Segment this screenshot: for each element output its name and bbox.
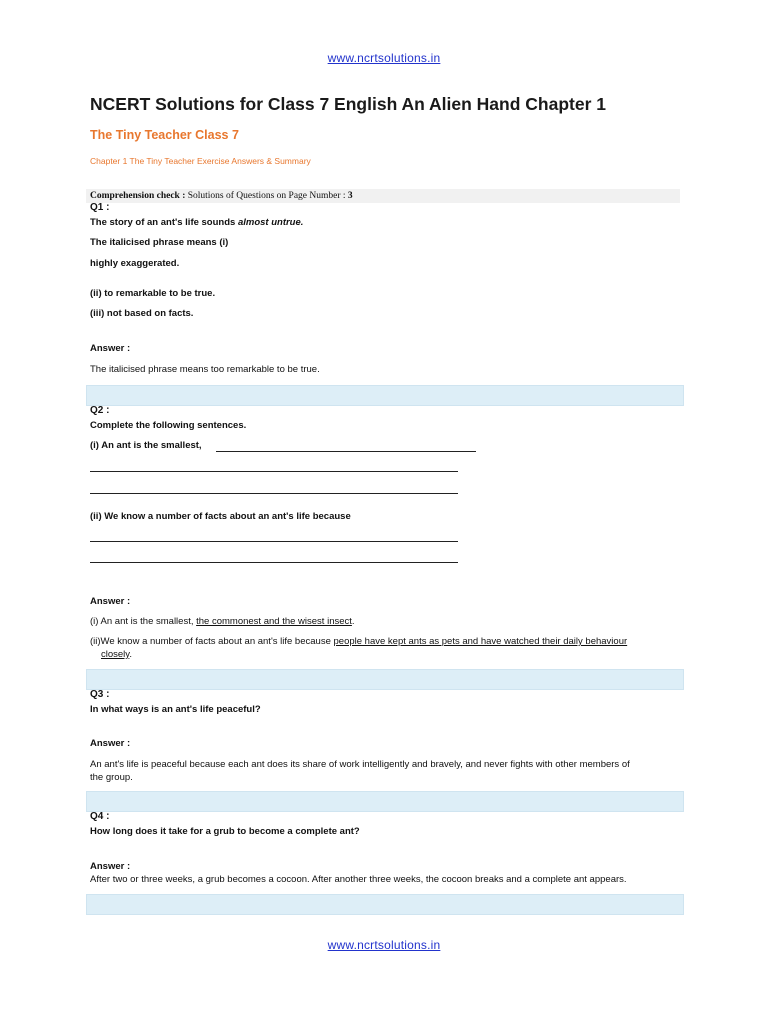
q2-answer-2-cont — [101, 649, 132, 660]
q2-answer-label: Answer : — [90, 596, 131, 607]
separator-band — [86, 894, 684, 915]
q1-line3: highly exaggerated. — [90, 258, 180, 269]
header-site-link[interactable]: www.ncrtsolutions.in — [327, 51, 441, 65]
footer-site-link[interactable]: www.ncrtsolutions.in — [327, 938, 441, 952]
comprehension-label: Comprehension check : — [90, 191, 186, 201]
q4-answer-label: Answer : — [90, 861, 131, 872]
q2-answer-1-underlined: the commonest and the wisest insect — [196, 616, 352, 627]
q1-line5: (iii) not based on facts. — [90, 308, 194, 319]
q1-line1 — [90, 217, 303, 228]
q1-answer-label: Answer : — [90, 343, 131, 354]
q3-answer-line1: An ant's life is peaceful because each ant does its share of work intelligently and bravely, and never fights with other members of — [90, 759, 630, 770]
q4-label: Q4 : — [90, 811, 110, 822]
q3-line1: In what ways is an ant's life peaceful? — [90, 704, 261, 715]
q1-line2: The italicised phrase means (i) — [90, 237, 229, 248]
q1-line1-text: The story of an ant's life sounds — [90, 217, 238, 228]
q2-answer-2 — [90, 636, 627, 647]
q2-line2: (i) An ant is the smallest, — [90, 440, 202, 451]
q1-label: Q1 : — [90, 202, 110, 213]
q4-line1: How long does it take for a grub to become a complete ant? — [90, 826, 360, 837]
q3-answer-line2: the group. — [90, 772, 133, 783]
separator-band — [86, 791, 684, 812]
chapter-line: Chapter 1 The Tiny Teacher Exercise Answers & Summary — [90, 156, 311, 166]
q2-answer-1-text: (i) An ant is the smallest, — [90, 616, 197, 627]
page-title: NCERT Solutions for Class 7 English An Alien Hand Chapter 1 — [90, 94, 606, 114]
q1-line1-emphasis: almost untrue. — [237, 217, 304, 228]
q2-answer-2-text: (ii)We know a number of facts about an ant's life because — [90, 636, 334, 647]
q2-answer-2-underlined: people have kept ants as pets and have watched their daily behaviour — [333, 636, 628, 647]
q1-line4: (ii) to remarkable to be true. — [90, 288, 216, 299]
q4-answer: After two or three weeks, a grub becomes a cocoon. After another three weeks, the cocoon breaks and a complete ant appears. — [90, 874, 627, 885]
blank-line — [90, 493, 458, 494]
blank-line — [90, 541, 458, 542]
comprehension-text: Solutions of Questions on Page Number : — [187, 191, 346, 201]
q3-label: Q3 : — [90, 689, 110, 700]
separator-band — [86, 669, 684, 690]
blank-line — [90, 562, 458, 563]
blank-line — [90, 471, 458, 472]
q3-answer-label: Answer : — [90, 738, 131, 749]
q2-answer-2-end: . — [129, 649, 132, 660]
q2-answer-1-end: . — [351, 616, 355, 627]
comprehension-page: 3 — [347, 191, 353, 201]
q2-answer-1 — [90, 616, 355, 627]
q2-label: Q2 : — [90, 405, 110, 416]
comprehension-bar — [86, 189, 680, 203]
q2-answer-2-underlined-cont: closely — [101, 649, 130, 660]
q2-line1: Complete the following sentences. — [90, 420, 247, 431]
blank-line — [216, 451, 476, 452]
separator-band — [86, 385, 684, 406]
q2-line3: (ii) We know a number of facts about an ant's life because — [90, 511, 351, 522]
subtitle: The Tiny Teacher Class 7 — [90, 128, 239, 142]
q1-answer: The italicised phrase means too remarkable to be true. — [90, 364, 320, 375]
